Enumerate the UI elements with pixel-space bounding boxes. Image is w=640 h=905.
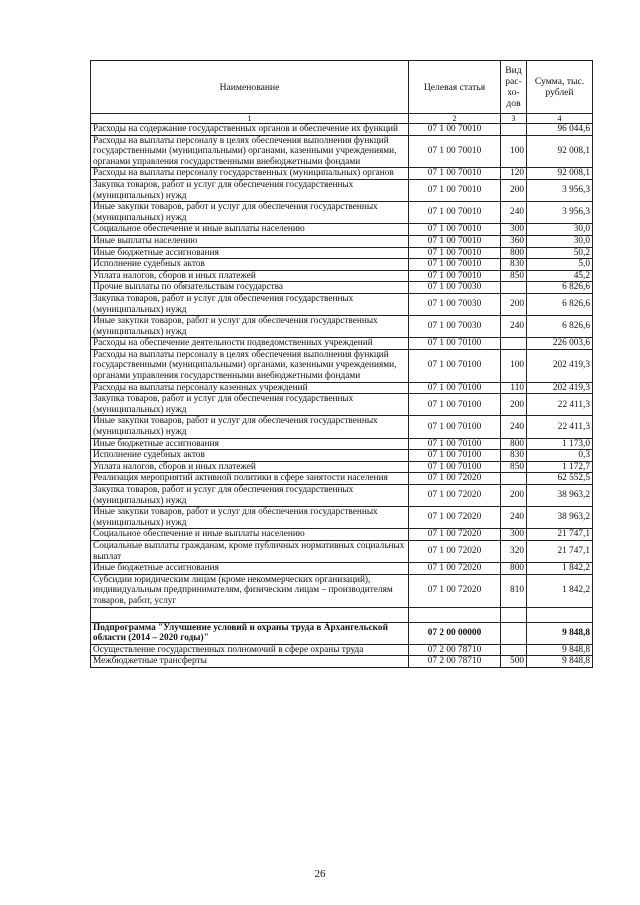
row-expense-type: 320 [501, 540, 527, 562]
row-expense-type: 800 [501, 438, 527, 450]
row-name: Расходы на выплаты персоналу в целях обеспечения выполнения функций государственными (муниципальными) органами, казенными учреждениями, органами управления государственными внебюджетными фондами [91, 349, 409, 382]
row-target-article: 07 1 00 70010 [409, 247, 501, 259]
row-expense-type: 200 [501, 485, 527, 507]
row-expense-type: 100 [501, 349, 527, 382]
row-name: Закупка товаров, работ и услуг для обеспечения государственных (муниципальных) нужд [91, 179, 409, 201]
table-row [91, 644, 593, 656]
row-target-article: 07 1 00 70100 [409, 461, 501, 473]
row-sum: 5,0 [527, 259, 593, 271]
row-name: Прочие выплаты по обязательствам государства [91, 282, 409, 294]
row-sum: 1 842,2 [527, 574, 593, 607]
row-expense-type: 240 [501, 202, 527, 224]
column-number: 3 [501, 114, 527, 124]
row-sum: 21 747,1 [527, 529, 593, 541]
row-expense-type: 240 [501, 416, 527, 438]
column-number: 1 [91, 114, 409, 124]
row-name [91, 607, 409, 622]
row-name: Подпрограмма "Улучшение условий и охраны труда в Архангельской области (2014 – 2020 годы)" [91, 622, 409, 644]
table-row [91, 416, 593, 438]
row-sum: 21 747,1 [527, 540, 593, 562]
row-name: Расходы на выплаты персоналу в целях обеспечения выполнения функций государственными (муниципальными) органами, казенными учреждениями, органами управления государственными внебюджетными фондами [91, 135, 409, 168]
budget-table [90, 60, 593, 668]
row-sum: 92 008,1 [527, 168, 593, 180]
column-number: 2 [409, 114, 501, 124]
row-name: Иные закупки товаров, работ и услуг для обеспечения государственных (муниципальных) нужд [91, 507, 409, 529]
row-target-article: 07 2 00 00000 [409, 622, 501, 644]
row-name: Расходы на обеспечение деятельности подведомственных учреждений [91, 338, 409, 350]
row-expense-type [501, 124, 527, 136]
table-row [91, 540, 593, 562]
row-expense-type [501, 622, 527, 644]
table-row [91, 507, 593, 529]
row-expense-type: 100 [501, 135, 527, 168]
row-target-article: 07 1 00 70010 [409, 235, 501, 247]
table-row [91, 235, 593, 247]
row-expense-type: 240 [501, 507, 527, 529]
row-sum: 1 172,7 [527, 461, 593, 473]
row-sum: 9 848,8 [527, 622, 593, 644]
row-target-article: 07 1 00 70100 [409, 416, 501, 438]
row-sum: 9 848,8 [527, 656, 593, 668]
table-row [91, 179, 593, 201]
row-target-article: 07 1 00 70100 [409, 450, 501, 462]
header-target-article: Целевая статья [409, 61, 501, 114]
row-name: Исполнение судебных актов [91, 259, 409, 271]
table-row [91, 202, 593, 224]
row-target-article: 07 1 00 70100 [409, 382, 501, 394]
row-name: Расходы на выплаты персоналу государственных (муниципальных) органов [91, 168, 409, 180]
row-target-article: 07 1 00 72020 [409, 574, 501, 607]
header-expense-type: Вид рас-хо-дов [501, 61, 527, 114]
row-expense-type: 300 [501, 224, 527, 236]
table-row [91, 622, 593, 644]
row-expense-type: 110 [501, 382, 527, 394]
header-sum: Сумма, тыс. рублей [527, 61, 593, 114]
row-target-article: 07 1 00 70010 [409, 179, 501, 201]
table-row [91, 259, 593, 271]
table-row [91, 529, 593, 541]
row-expense-type [501, 282, 527, 294]
row-name: Межбюджетные трансферты [91, 656, 409, 668]
table-row [91, 293, 593, 315]
table-row [91, 338, 593, 350]
row-expense-type: 200 [501, 293, 527, 315]
row-name: Иные закупки товаров, работ и услуг для обеспечения государственных (муниципальных) нужд [91, 416, 409, 438]
row-name: Иные закупки товаров, работ и услуг для обеспечения государственных (муниципальных) нужд [91, 316, 409, 338]
row-expense-type: 850 [501, 270, 527, 282]
row-expense-type: 800 [501, 563, 527, 575]
row-target-article: 07 1 00 72020 [409, 485, 501, 507]
row-target-article: 07 1 00 70010 [409, 202, 501, 224]
row-name: Иные бюджетные ассигнования [91, 563, 409, 575]
row-target-article: 07 1 00 72020 [409, 540, 501, 562]
row-name: Закупка товаров, работ и услуг для обеспечения государственных (муниципальных) нужд [91, 485, 409, 507]
row-name: Социальные выплаты гражданам, кроме публичных нормативных социальных выплат [91, 540, 409, 562]
table-row [91, 349, 593, 382]
table-row [91, 450, 593, 462]
column-number: 4 [527, 114, 593, 124]
row-expense-type: 830 [501, 450, 527, 462]
row-sum: 50,2 [527, 247, 593, 259]
row-sum: 3 956,3 [527, 202, 593, 224]
row-sum: 6 826,6 [527, 282, 593, 294]
table-row [91, 485, 593, 507]
row-expense-type: 800 [501, 247, 527, 259]
table-row [91, 168, 593, 180]
row-name: Закупка товаров, работ и услуг для обеспечения государственных (муниципальных) нужд [91, 394, 409, 416]
row-sum: 45,2 [527, 270, 593, 282]
row-sum: 0,3 [527, 450, 593, 462]
row-sum [527, 607, 593, 622]
row-target-article: 07 1 00 70100 [409, 349, 501, 382]
row-target-article: 07 1 00 70010 [409, 259, 501, 271]
row-expense-type: 850 [501, 461, 527, 473]
row-expense-type: 120 [501, 168, 527, 180]
row-expense-type [501, 607, 527, 622]
row-target-article: 07 1 00 70100 [409, 394, 501, 416]
table-row [91, 563, 593, 575]
row-target-article [409, 607, 501, 622]
row-name: Иные выплаты населению [91, 235, 409, 247]
row-sum: 6 826,6 [527, 293, 593, 315]
row-name: Закупка товаров, работ и услуг для обеспечения государственных (муниципальных) нужд [91, 293, 409, 315]
row-sum: 6 826,6 [527, 316, 593, 338]
column-number-row [91, 114, 593, 124]
row-sum: 38 963,2 [527, 485, 593, 507]
spacer-row [91, 607, 593, 622]
row-name: Реализация мероприятий активной политики в сфере занятости населения [91, 473, 409, 485]
header-name: Наименование [91, 61, 409, 114]
row-name: Расходы на выплаты персоналу казенных учреждений [91, 382, 409, 394]
row-sum: 96 044,6 [527, 124, 593, 136]
row-name: Иные закупки товаров, работ и услуг для обеспечения государственных (муниципальных) нужд [91, 202, 409, 224]
row-name: Социальное обеспечение и иные выплаты населению [91, 224, 409, 236]
row-sum: 226 003,6 [527, 338, 593, 350]
row-target-article: 07 1 00 70100 [409, 338, 501, 350]
row-sum: 22 411,3 [527, 416, 593, 438]
row-expense-type: 830 [501, 259, 527, 271]
table-row [91, 270, 593, 282]
row-expense-type: 240 [501, 316, 527, 338]
row-target-article: 07 1 00 70030 [409, 316, 501, 338]
row-sum: 30,0 [527, 235, 593, 247]
row-name: Иные бюджетные ассигнования [91, 438, 409, 450]
row-sum: 202 419,3 [527, 382, 593, 394]
row-expense-type [501, 338, 527, 350]
row-name: Расходы на содержание государственных органов и обеспечение их функций [91, 124, 409, 136]
row-name: Исполнение судебных актов [91, 450, 409, 462]
row-expense-type [501, 644, 527, 656]
row-expense-type: 300 [501, 529, 527, 541]
row-target-article: 07 1 00 70030 [409, 282, 501, 294]
row-sum: 202 419,3 [527, 349, 593, 382]
row-target-article: 07 1 00 70010 [409, 124, 501, 136]
row-expense-type: 200 [501, 179, 527, 201]
table-row [91, 247, 593, 259]
table-row [91, 574, 593, 607]
row-target-article: 07 1 00 72020 [409, 473, 501, 485]
table-header-row [91, 61, 593, 114]
row-sum: 1 173,0 [527, 438, 593, 450]
row-target-article: 07 1 00 70010 [409, 135, 501, 168]
table-row [91, 135, 593, 168]
row-sum: 92 008,1 [527, 135, 593, 168]
row-target-article: 07 1 00 70030 [409, 293, 501, 315]
table-row [91, 394, 593, 416]
row-target-article: 07 1 00 70010 [409, 168, 501, 180]
row-name: Уплата налогов, сборов и иных платежей [91, 270, 409, 282]
row-sum: 1 842,2 [527, 563, 593, 575]
table-row [91, 438, 593, 450]
row-target-article: 07 1 00 70100 [409, 438, 501, 450]
row-expense-type: 360 [501, 235, 527, 247]
row-sum: 9 848,8 [527, 644, 593, 656]
table-row [91, 473, 593, 485]
row-target-article: 07 1 00 72020 [409, 529, 501, 541]
row-target-article: 07 1 00 70010 [409, 224, 501, 236]
row-sum: 3 956,3 [527, 179, 593, 201]
row-sum: 62 552,5 [527, 473, 593, 485]
row-sum: 38 963,2 [527, 507, 593, 529]
table-body [91, 124, 593, 668]
row-target-article: 07 1 00 72020 [409, 563, 501, 575]
row-target-article: 07 2 00 78710 [409, 644, 501, 656]
row-expense-type: 500 [501, 656, 527, 668]
row-name: Осуществление государственных полномочий в сфере охраны труда [91, 644, 409, 656]
row-name: Уплата налогов, сборов и иных платежей [91, 461, 409, 473]
table-row [91, 656, 593, 668]
row-name: Субсидии юридическим лицам (кроме некоммерческих организаций), индивидуальным предпринимателям, физическим лицам – производителям товаров, работ, услуг [91, 574, 409, 607]
row-name: Иные бюджетные ассигнования [91, 247, 409, 259]
row-target-article: 07 2 00 78710 [409, 656, 501, 668]
table-row [91, 224, 593, 236]
row-target-article: 07 1 00 70010 [409, 270, 501, 282]
row-expense-type: 200 [501, 394, 527, 416]
row-target-article: 07 1 00 72020 [409, 507, 501, 529]
page-number: 26 [314, 868, 326, 880]
row-expense-type [501, 473, 527, 485]
table-row [91, 461, 593, 473]
row-expense-type: 810 [501, 574, 527, 607]
row-sum: 22 411,3 [527, 394, 593, 416]
table-row [91, 124, 593, 136]
table-row [91, 316, 593, 338]
row-name: Социальное обеспечение и иные выплаты населению [91, 529, 409, 541]
table-row [91, 382, 593, 394]
row-sum: 30,0 [527, 224, 593, 236]
table-row [91, 282, 593, 294]
